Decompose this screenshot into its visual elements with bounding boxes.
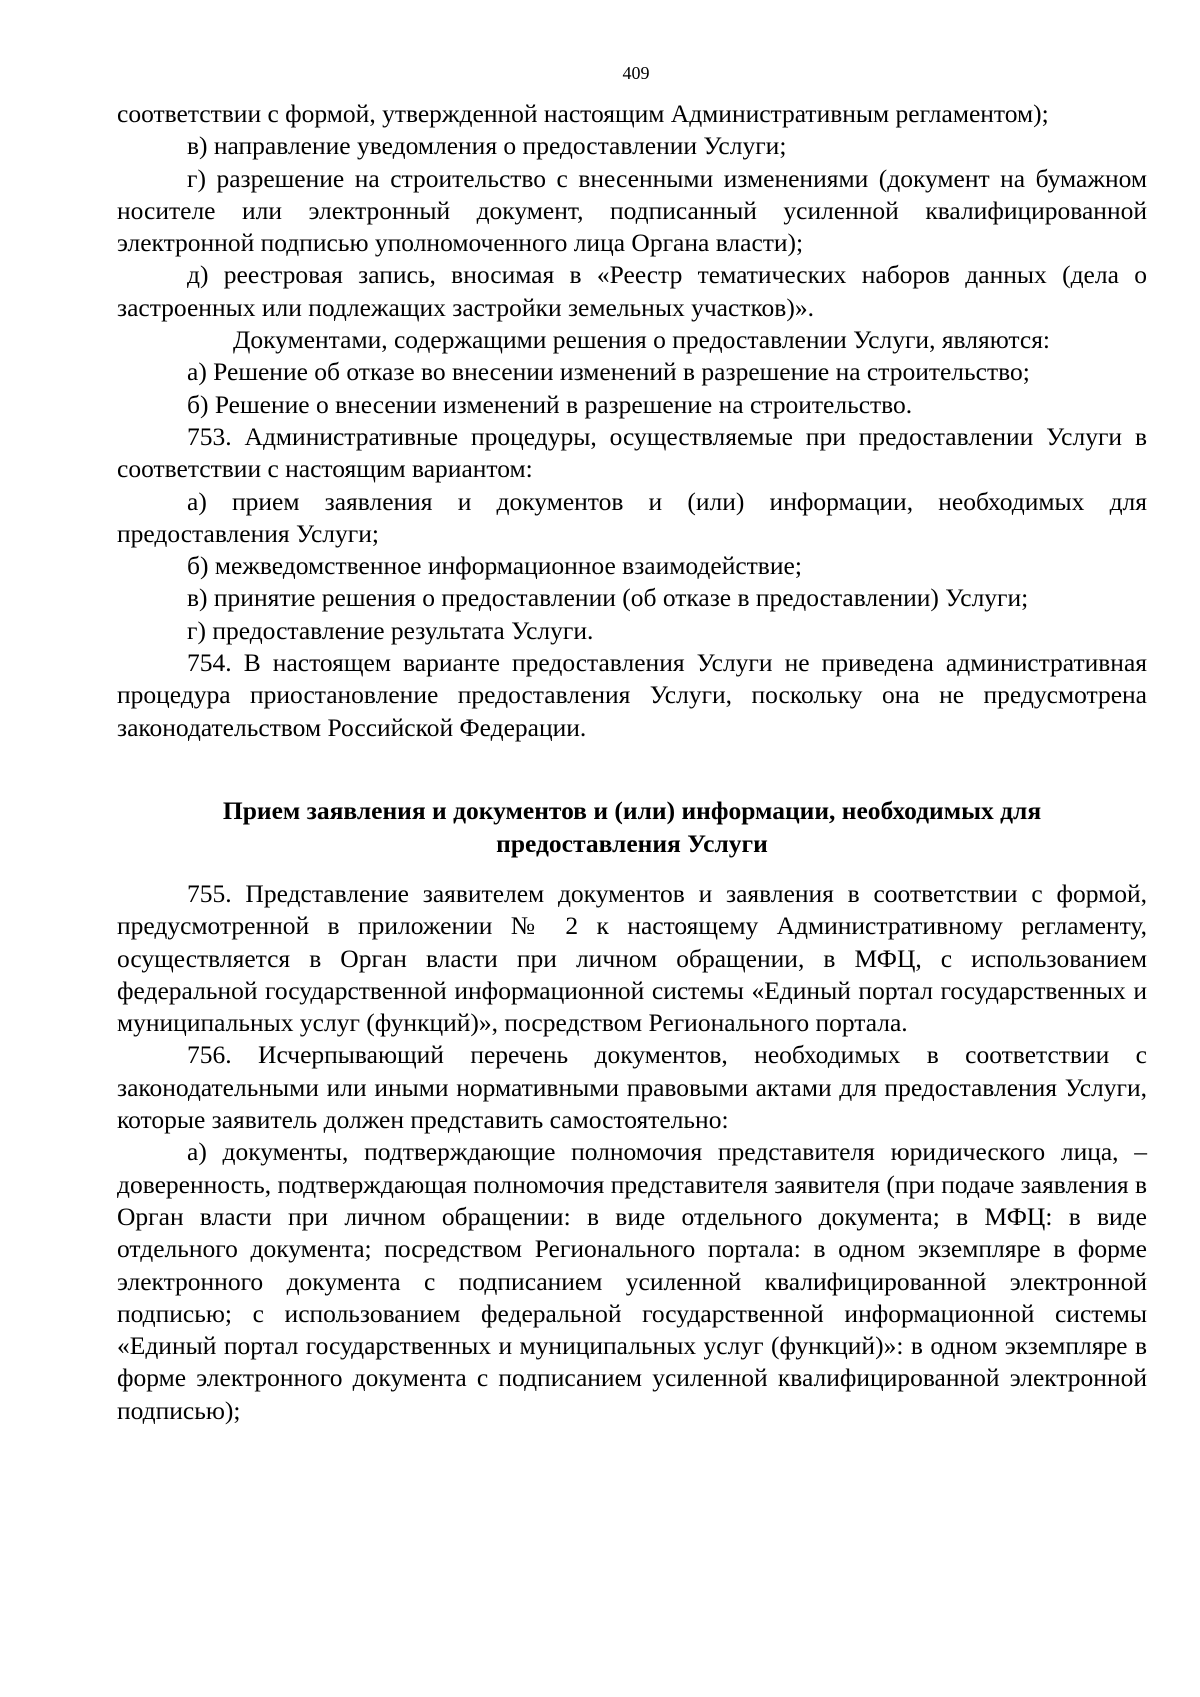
list-item-a-refusal-decision: а) Решение об отказе во внесении изменений в разрешение на строительство;	[187, 357, 1030, 387]
paragraph-756: 756. Исчерпывающий перечень документов, необходимых в соответствии с законодательными или иными нормативными правовыми актами для предоставления Услуги, которые заявитель должен представить самостоятельно:	[117, 1040, 1147, 1135]
list-item-b-amendment-decision: б) Решение о внесении изменений в разрешение на строительство.	[187, 389, 913, 419]
list-item-g-result: г) предоставление результата Услуги.	[187, 615, 594, 645]
list-item-b-interagency: б) межведомственное информационное взаимодействие;	[187, 551, 802, 581]
paragraph-decision-documents: Документами, содержащими решения о предоставлении Услуги, являются:	[233, 325, 1051, 355]
section-heading-line-1: Прием заявления и документов и (или) информации, необходимых для	[222, 795, 1042, 825]
paragraph-753: 753. Административные процедуры, осуществляемые при предоставлении Услуги в соответствии с настоящим вариантом:	[117, 421, 1147, 484]
list-item-g-permit: г) разрешение на строительство с внесенными изменениями (документ на бумажном носителе или электронный документ, подписанный усиленной квалифицированной электронной подписью уполномоченного лица Органа власти);	[117, 163, 1147, 258]
section-heading-line-2: предоставления Услуги	[496, 828, 768, 858]
list-item-v-notification: в) направление уведомления о предоставлении Услуги;	[187, 131, 787, 161]
list-item-d-registry-entry: д) реестровая запись, вносимая в «Реестр тематических наборов данных (дела о застроенных или подлежащих застройки земельных участков)».	[117, 260, 1147, 322]
list-item-v-decision: в) принятие решения о предоставлении (об отказе в предоставлении) Услуги;	[187, 583, 1029, 613]
paragraph-754: 754. В настоящем варианте предоставления Услуги не приведена административная процедура приостановление предоставления Услуги, поскольку она не предусмотрена законодательством Российской Федерации.	[117, 648, 1147, 742]
paragraph-755: 755. Представление заявителем документов и заявления в соответствии с формой, предусмотренной в приложении № 2 к настоящему Административному регламенту, осуществляется в Орган власти при личном обращении, в МФЦ, с использованием федеральной государственной информационной системы «Единый портал государственных и муниципальных услуг (функций)», посредством Регионального портала.	[117, 878, 1147, 1038]
document-page	[117, 60, 1147, 1427]
page-number: 409	[622, 63, 650, 83]
list-item-a-authority-documents: а) документы, подтверждающие полномочия представителя юридического лица, – доверенность, подтверждающая полномочия представителя заявителя (при подаче заявления в Орган власти при личном обращении: в виде отдельного документа; в МФЦ: в виде отдельного документа; посредством Регионального портала: в одном экземпляре в форме электронного документа с подписанием усиленной квалифицированной электронной подписью; с использованием федеральной государственной информационной системы «Единый портал государственных и муниципальных услуг (функций)»: в одном экземпляре в форме электронного документа с подписанием усиленной квалифицированной электронной подписью);	[117, 1137, 1147, 1425]
paragraph-continuation: соответствии с формой, утвержденной настоящим Административным регламентом);	[117, 99, 1049, 128]
section-heading	[117, 794, 1147, 860]
list-item-a-application-intake: а) прием заявления и документов и (или) информации, необходимых для предоставления Услуги;	[117, 486, 1147, 548]
